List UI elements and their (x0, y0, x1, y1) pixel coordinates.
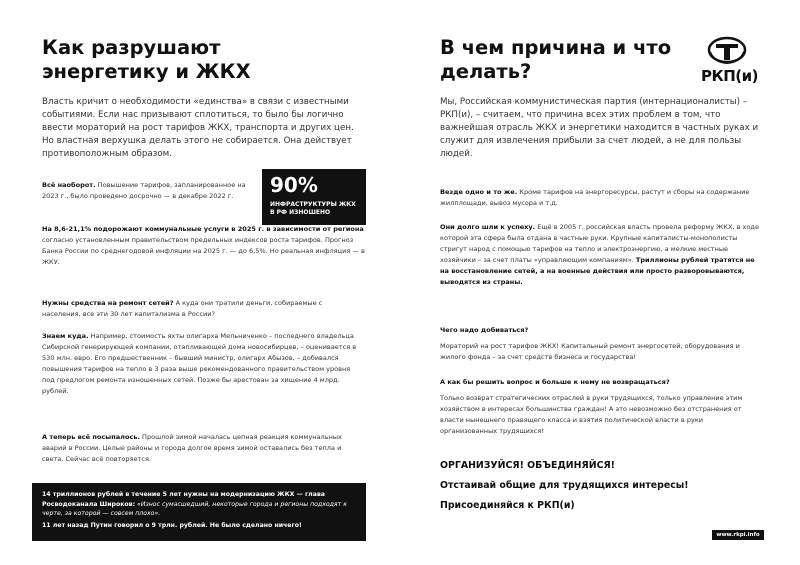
left-p3-text: А куда они тратили деньги, собираемые с населения, все эти 30 лет капитализма в России? (42, 299, 323, 318)
left-paragraph-2 (42, 224, 368, 268)
right-p2-bold: Они долго шли к успеху. (440, 223, 536, 231)
right-paragraph-1 (440, 187, 762, 209)
right-question-1: Чего надо добиваться? (440, 326, 529, 334)
left-paragraph-4 (42, 331, 360, 396)
cta-join: Присоединяйся к РКП(и) (440, 500, 575, 511)
left-p2-bold: На 8,6-21,1% подорожают коммунальные услуги в 2025 г. в зависимости от региона (42, 225, 364, 233)
right-question-2: А как бы решить вопрос и больше к нему не возвращаться? (440, 378, 670, 386)
banner-bold: 14 триллионов рублей в течение 5 лет нужны на модернизацию ЖКХ — глава Росводоканала Широков: (42, 491, 325, 508)
right-answer-2: Только возврат стратегических отраслей в руки трудящихся, только управление этим хозяйством в интересах большинства граждан! А это невозможно без отстранения от власти нынешнего правящего класса и взятия политической власти в руки организованных трудящихся! (440, 394, 743, 435)
left-paragraph-5 (42, 432, 358, 465)
stat-box (262, 169, 366, 225)
left-p4-text: Например, стоимость яхты олигарха Мельниченко – последнего владельца Сибирской генерирующей компании, отапливающей дома новосибирцев, – оценивается в 530 млн. евро. Его предшественник – бывший министр, олигарх Абызов, – добивался повышения тарифов на тепло в 3 раза выше рекомендованного правительством уровня под предлогом ремонта изношенных сетей. Позже бы арестован за хищение 4 млрд. рублей. (42, 332, 357, 395)
banner-last: 11 лет назад Путин говорил о 9 трлн. рублей. Не было сделано ничего! (42, 521, 302, 529)
left-p3-bold: Нужны средства на ремонт сетей? (42, 299, 174, 307)
cta-defend: Отстаивай общие для трудящихся интересы! (440, 480, 689, 491)
logo-text: РКП(и) (701, 67, 759, 85)
left-paragraph-3 (42, 298, 360, 320)
website-url[interactable]: www.rkpi.info (712, 530, 764, 540)
left-p4-bold: Знаем куда. (42, 332, 89, 340)
banner-quote: «Износ сумасшедший, некоторые города и регионы подходят к черте, за которой — совсем плохо». (42, 500, 347, 518)
right-lead: Мы, Российская коммунистическая партия (интернационалисты) – РКП(и), – считаем, что причина всех этих проблем в том, что важнейшая отрасль ЖКХ и энергетики находится в частных руках и служит для извлечения прибыли за счет людей, а не для пользы людей. (440, 97, 759, 159)
left-p1-bold: Всё наоборот. (42, 181, 96, 189)
right-title: В чем причина и что делать? (440, 36, 672, 83)
bottom-banner (32, 483, 366, 541)
left-p5-bold: А теперь всё посыпалось. (42, 433, 140, 441)
right-p2-text: Ещё в 2005 г. российская власть провела реформу ЖКХ, в ходе которой эта сфера была отдана в частные руки. Крупные капиталисты-монополисты стригут народ с помощью тарифов на тепло и электроэнергию, а мелкие местные хозяйчики – за счет платы «управляющим компаниям». (440, 223, 759, 264)
stat-caption: ИНФРАСТРУКТУРЫ ЖКХ В РФ ИЗНОШЕНО (270, 201, 356, 216)
right-answer-1: Мораторий на рост тарифов ЖКХ! Капитальный ремонт энергосетей, оборудования и жилого фонда – за счет средств бизнеса и государства! (440, 342, 740, 361)
right-p1-bold: Везде одно и то же. (440, 188, 518, 196)
left-lead: Власть кричит о необходимости «единства» в связи с известными событиями. Если нас призывают сплотиться, то было бы логично ввести мораторий на рост тарифов ЖКХ, транспорта и других цен. Но властная верхушка делать этого не собирается. Она действует противоположным образом. (42, 97, 354, 159)
stat-value: 90% (270, 173, 318, 197)
right-paragraph-2 (440, 222, 762, 287)
left-paragraph-1 (42, 180, 252, 202)
cta-organize: ОРГАНИЗУЙСЯ! ОБЪЕДИНЯЙСЯ! (440, 460, 615, 471)
right-p2-bold2: Триллионы рублей тратятся не на восстановление сетей, а на военные действия или просто разворовываются, выводятся из страны. (440, 255, 755, 286)
left-p1-text: Повышение тарифов, запланированное на 2023 г., было проведено досрочно — в декабре 2022 г. (42, 181, 246, 200)
left-title: Как разрушают энергетику и ЖКХ (42, 36, 251, 83)
left-p2-text: согласно установленным правительством предельных индексов роста тарифов. Прогноз Банка России по среднегодовой инфляции на 2025 г. — до 6,5%. Но реальная инфляция — в ЖКУ. (42, 235, 365, 266)
left-p5-text: Прошлой зимой началась цепная реакция коммунальных аварий в России. Целые районы и города долгое время зимой оставались без тепла и света. Сейчас всё повторяется. (42, 433, 342, 463)
right-p1-text: Кроме тарифов на энергоресурсы, растут и сборы на содержание жилплощади, вывоз мусора и т.д. (440, 188, 750, 207)
